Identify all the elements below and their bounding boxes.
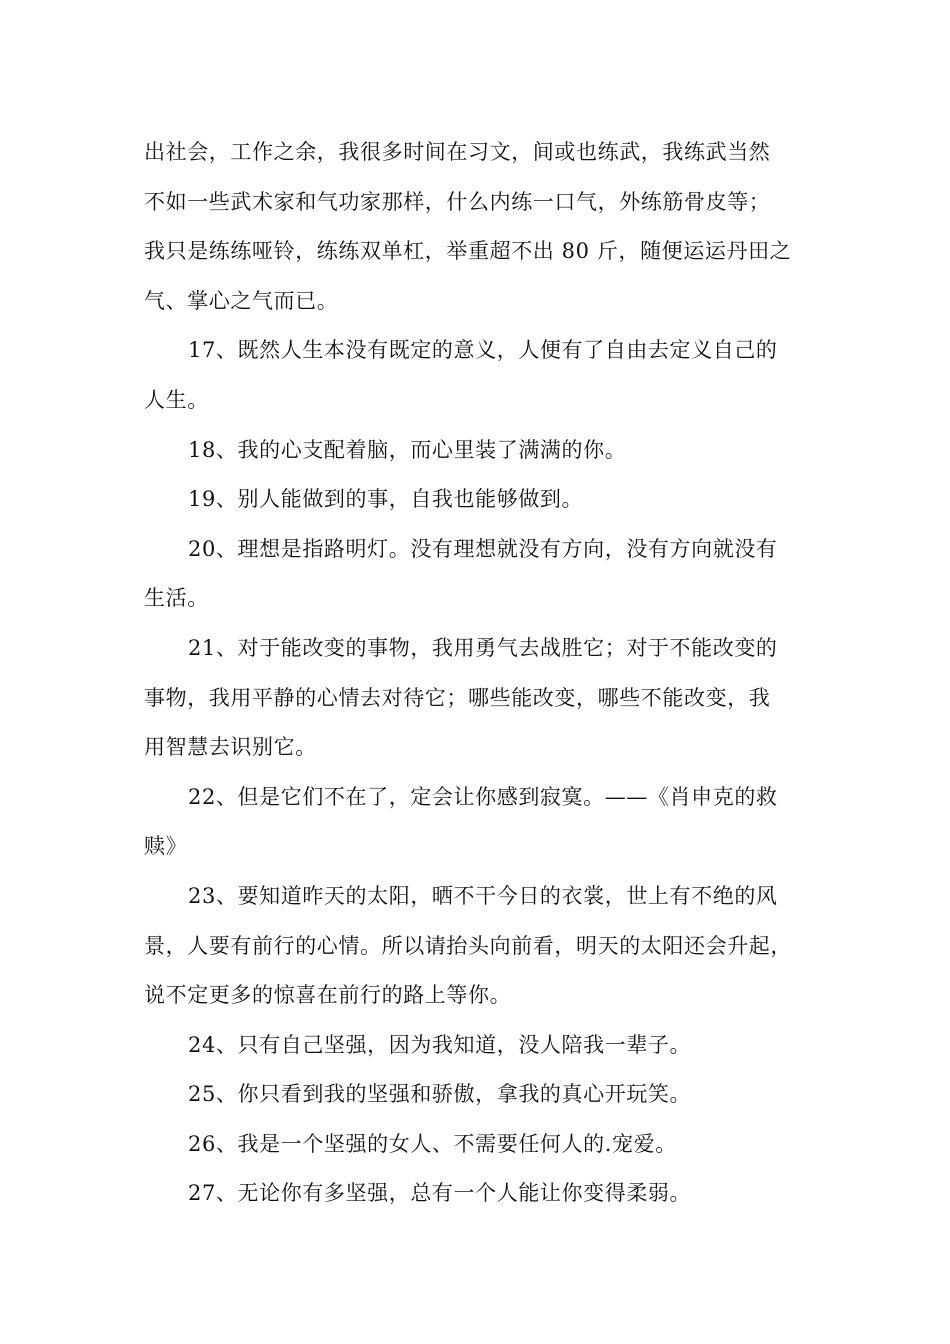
text-line: 26、我是一个坚强的女人、不需要任何人的.宠爱。 <box>188 1131 677 1156</box>
text-line: 21、对于能改变的事物，我用勇气去战胜它；对于不能改变的 <box>188 635 778 660</box>
text-line: 18、我的心支配着脑，而心里装了满满的你。 <box>188 437 627 462</box>
text-line: 20、理想是指路明灯。没有理想就没有方向，没有方向就没有 <box>188 536 778 561</box>
document-page <box>144 128 828 1219</box>
text-line: 22、但是它们不在了，定会让你感到寂寞。——《肖申克的救 <box>188 784 778 809</box>
text-line: 23、要知道昨天的太阳，晒不干今日的衣裳，世上有不绝的风 <box>188 883 778 908</box>
text-line: 用智慧去识别它。 <box>144 735 317 760</box>
text-line: 气、掌心之气而已。 <box>144 288 339 313</box>
text-line: 出社会，工作之余，我很多时间在习文，间或也练武，我练武当然 <box>144 140 771 164</box>
text-line: 19、别人能做到的事，自我也能够做到。 <box>188 487 584 512</box>
text-line: 说不定更多的惊喜在前行的路上等你。 <box>144 983 512 1008</box>
text-line: 生活。 <box>144 586 209 611</box>
text-line: 不如一些武术家和气功家那样，什么内练一口气，外练筋骨皮等； <box>144 189 771 214</box>
text-line: 25、你只看到我的坚强和骄傲，拿我的真心开玩笑。 <box>188 1082 692 1107</box>
text-line: 27、无论你有多坚强，总有一个人能让你变得柔弱。 <box>188 1181 692 1206</box>
text-line: 景，人要有前行的心情。所以请抬头向前看，明天的太阳还会升起， <box>144 933 792 958</box>
text-line: 事物，我用平静的心情去对待它；哪些能改变，哪些不能改变，我 <box>144 685 771 710</box>
text-line: 赎》 <box>144 834 188 859</box>
text-line: 17、既然人生本没有既定的意义，人便有了自由去定义自己的 <box>188 338 778 363</box>
text-line: 人生。 <box>144 387 209 412</box>
text-line: 24、只有自己坚强，因为我知道，没人陪我一辈子。 <box>188 1032 692 1057</box>
text-line: 我只是练练哑铃，练练双单杠，举重超不出 80 斤，随便运运丹田之 <box>144 239 792 264</box>
